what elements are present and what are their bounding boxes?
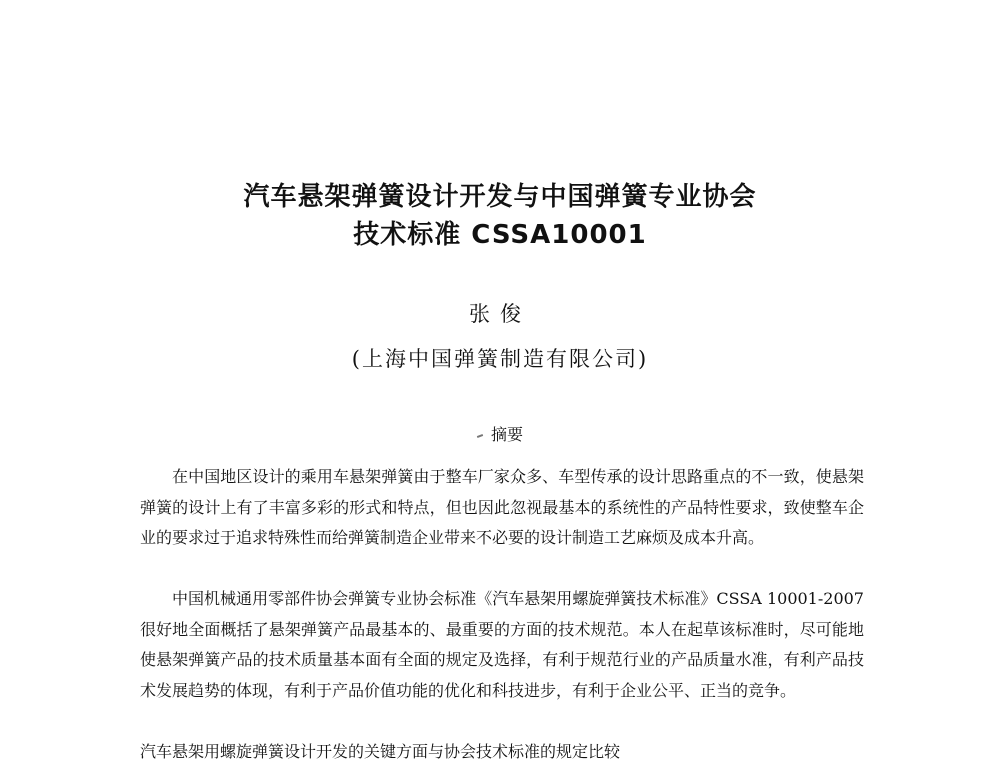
paper-title-line-2: 技术标准 CSSA10001 — [353, 220, 647, 250]
abstract-heading — [0, 424, 1000, 446]
section-heading-line: 汽车悬架用螺旋弹簧设计开发的关键方面与协会技术标准的规定比较 — [140, 742, 621, 761]
paper-title-line-1: 汽车悬架弹簧设计开发与中国弹簧专业协会 — [243, 182, 757, 212]
abstract-paragraph-1: 在中国地区设计的乘用车悬架弹簧由于整车厂家众多、车型传承的设计思路重点的不一致，使悬架弹簧的设计上有了丰富多彩的形式和特点，但也因此忽视最基本的系统性的产品特性要求，致使整车企业的要求过于追求特殊性而给弹簧制造企业带来不必要的设计制造工艺麻烦及成本升高。 — [140, 467, 864, 547]
author-name: 张俊 — [469, 302, 531, 326]
author-affiliation: (上海中国弹簧制造有限公司) — [351, 347, 649, 371]
scan-mark — [477, 434, 483, 438]
abstract-paragraph-2: 中国机械通用零部件协会弹簧专业协会标准《汽车悬架用螺旋弹簧技术标准》CSSA 10001-2007 很好地全面概括了悬架弹簧产品最基本的、最重要的方面的技术规范。本人在起草该标准时，尽可能地使悬架弹簧产品的技术质量基本面有全面的规定及选择，有利于规范行业的产品质量水准，有利产品技术发展趋势的体现，有利于产品价值功能的优化和科技进步，有利于企业公平、正当的竞争。 — [140, 589, 864, 700]
abstract-heading-label: 摘要 — [490, 425, 523, 444]
